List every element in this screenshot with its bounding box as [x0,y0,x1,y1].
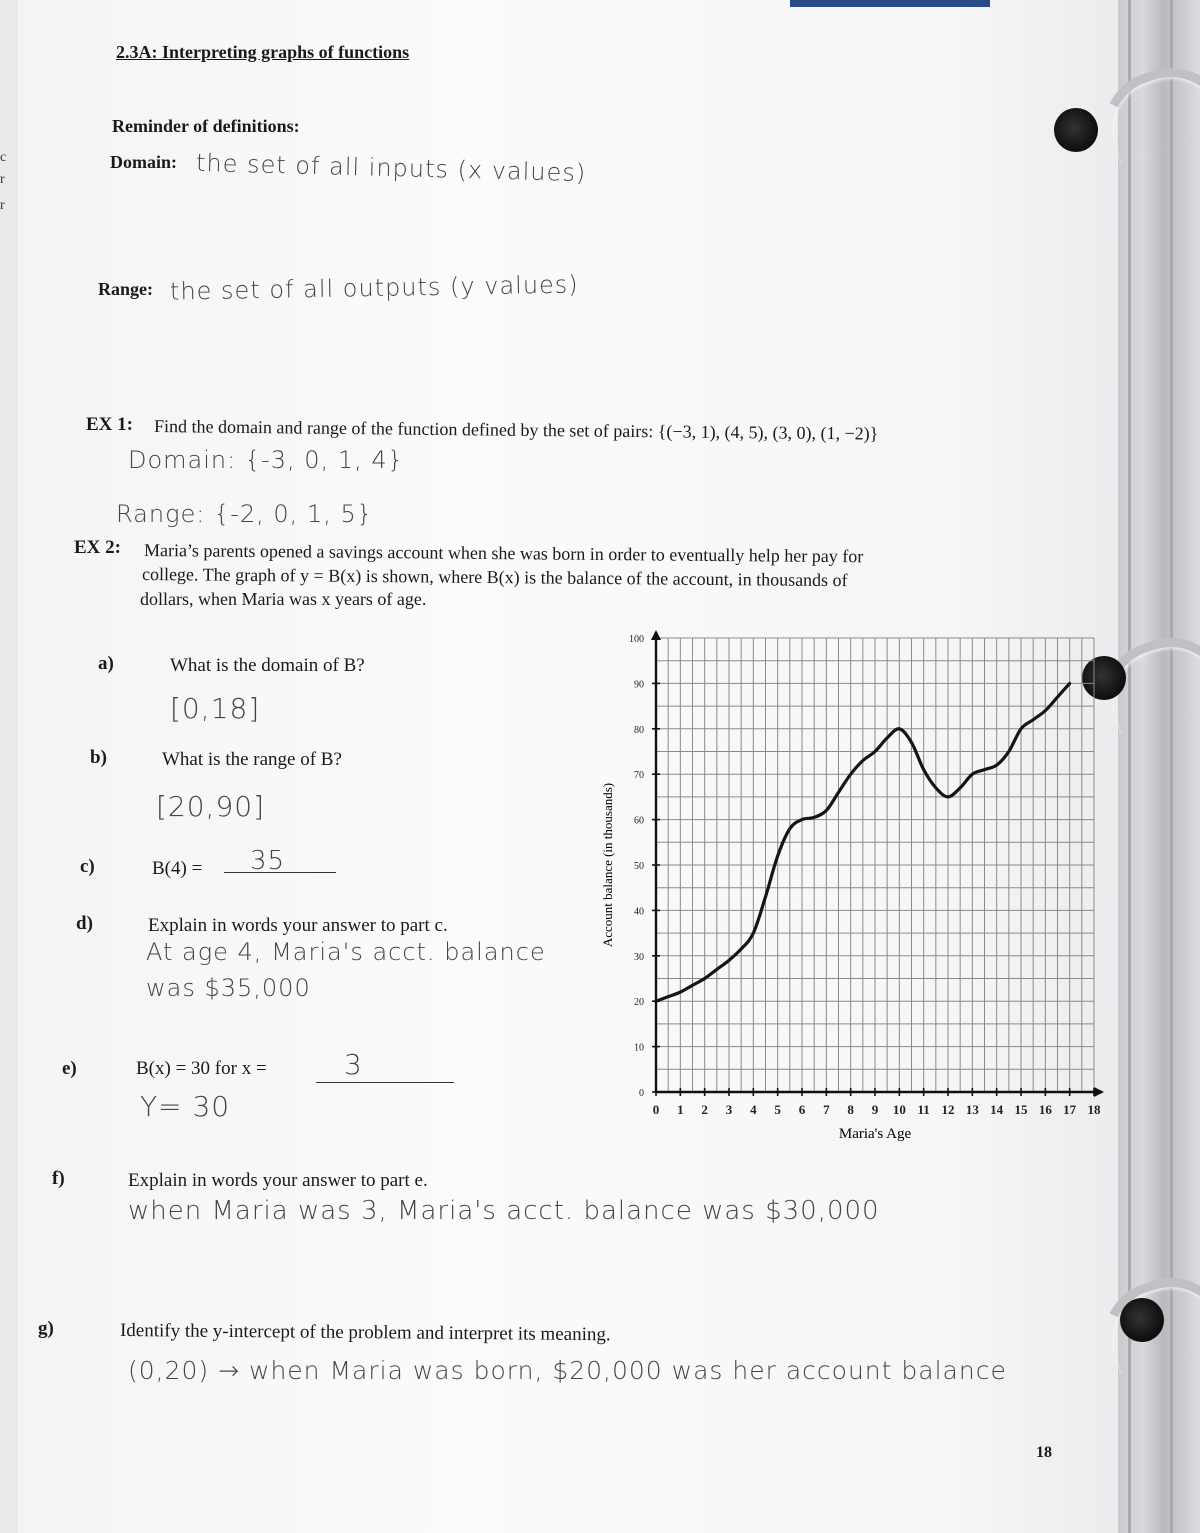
binder-hole [1054,108,1098,152]
y-tick-label: 0 [639,1088,644,1099]
ex1-range-answer: Range: {-2, 0, 1, 5} [116,500,373,528]
part-b-answer: [20,90] [156,790,266,823]
binder-hole [1120,1298,1164,1342]
part-a-label: a) [98,653,114,674]
chart-x-axis-label: Maria's Age [838,1126,912,1142]
part-e-label: e) [62,1058,77,1079]
range-label: Range: [98,279,153,299]
part-a-answer: [0,18] [170,692,261,725]
balance-graph [596,626,1120,1156]
x-tick-label: 0 [652,1102,660,1117]
part-e-question: B(x) = 30 for x = [136,1058,267,1079]
ex1-prompt: Find the domain and range of the function defined by the set of pairs: {(−3, 1), (4, 5), (3, 0), (1, −2)} [153,416,879,444]
domain-definition-handwritten: the set of all inputs (x values) [195,148,587,188]
part-g-answer: (0,20) → when Maria was born, $20,000 was her account balance [128,1356,1007,1385]
x-tick-label: 5 [774,1102,781,1117]
ex1-label: EX 1: [86,414,133,435]
x-tick-label: 12 [941,1102,955,1117]
x-tick-label: 4 [750,1102,757,1117]
x-tick-label: 17 [1063,1102,1077,1117]
part-f-answer: when Maria was 3, Maria's acct. balance was $30,000 [128,1196,880,1226]
part-d-answer-line1: At age 4, Maria's acct. balance [146,938,546,966]
y-tick-label: 100 [629,634,644,645]
y-tick-label: 50 [634,861,644,872]
y-tick-label: 10 [634,1042,644,1054]
x-tick-label: 10 [892,1102,906,1117]
part-e-work: Y= 30 [140,1090,231,1123]
range-definition-handwritten: the set of all outputs (y values) [169,270,579,306]
part-b-label: b) [90,747,107,768]
part-g-question: Identify the y-intercept of the problem and interpret its meaning. [119,1320,611,1346]
part-c-answer: 35 [250,846,286,876]
ex2-text-line3: dollars, when Maria was x years of age. [140,589,427,609]
y-tick-label: 40 [634,906,644,918]
part-b-question: What is the range of B? [162,749,342,770]
part-f-question: Explain in words your answer to part e. [128,1170,428,1191]
x-tick-label: 14 [990,1102,1004,1117]
chart-axes [651,630,1104,1097]
edge-mark: r [0,172,5,187]
ex2-label: EX 2: [74,537,121,558]
ex1-domain-answer: Domain: {-3, 0, 1, 4} [128,446,404,474]
x-tick-label: 18 [1087,1102,1101,1117]
y-tick-label: 30 [634,951,644,963]
x-tick-label: 3 [725,1102,733,1117]
y-tick-label: 60 [634,815,644,827]
part-f-label: f) [52,1168,65,1189]
edge-mark: c [0,150,7,165]
ex2-text-line1: Maria’s parents opened a savings account when she was born in order to eventually help her pay for [143,540,864,567]
part-d-answer-line2: was $35,000 [146,974,311,1002]
y-tick-label: 90 [634,679,644,691]
part-c-question: B(4) = [152,858,203,879]
part-g-label: g) [38,1318,54,1339]
top-tab [790,0,990,7]
x-tick-label: 7 [823,1102,830,1117]
page-number: 18 [1036,1444,1052,1461]
x-tick-label: 6 [798,1102,806,1117]
part-e-answer-blank[interactable] [316,1060,454,1083]
x-tick-label: 15 [1014,1102,1028,1117]
part-e-answer: 3 [344,1048,363,1081]
x-tick-label: 8 [847,1102,854,1117]
y-tick-label: 80 [634,724,644,736]
reminder-heading: Reminder of definitions: [112,116,300,136]
x-tick-label: 11 [917,1102,930,1117]
page-title: 2.3A: Interpreting graphs of functions [116,42,410,62]
part-a-question: What is the domain of B? [170,655,365,676]
ex2-text-line2: college. The graph of y = B(x) is shown, where B(x) is the balance of the account, in thousands of [141,564,848,591]
x-tick-label: 13 [965,1102,979,1117]
domain-label: Domain: [110,152,177,172]
edge-mark: r [0,198,5,213]
x-tick-label: 9 [871,1102,879,1117]
part-c-label: c) [80,856,95,877]
x-tick-label: 2 [701,1102,708,1117]
part-d-question: Explain in words your answer to part c. [148,915,448,936]
part-d-label: d) [76,913,93,934]
chart-y-axis-label: Account balance (in thousands) [600,782,615,948]
chart-grid [656,638,1094,1092]
y-tick-label: 70 [634,770,644,782]
y-tick-label: 20 [634,997,644,1009]
x-axis-arrow [1094,1087,1104,1097]
x-tick-label: 1 [677,1102,684,1117]
x-tick-label: 16 [1038,1102,1052,1117]
